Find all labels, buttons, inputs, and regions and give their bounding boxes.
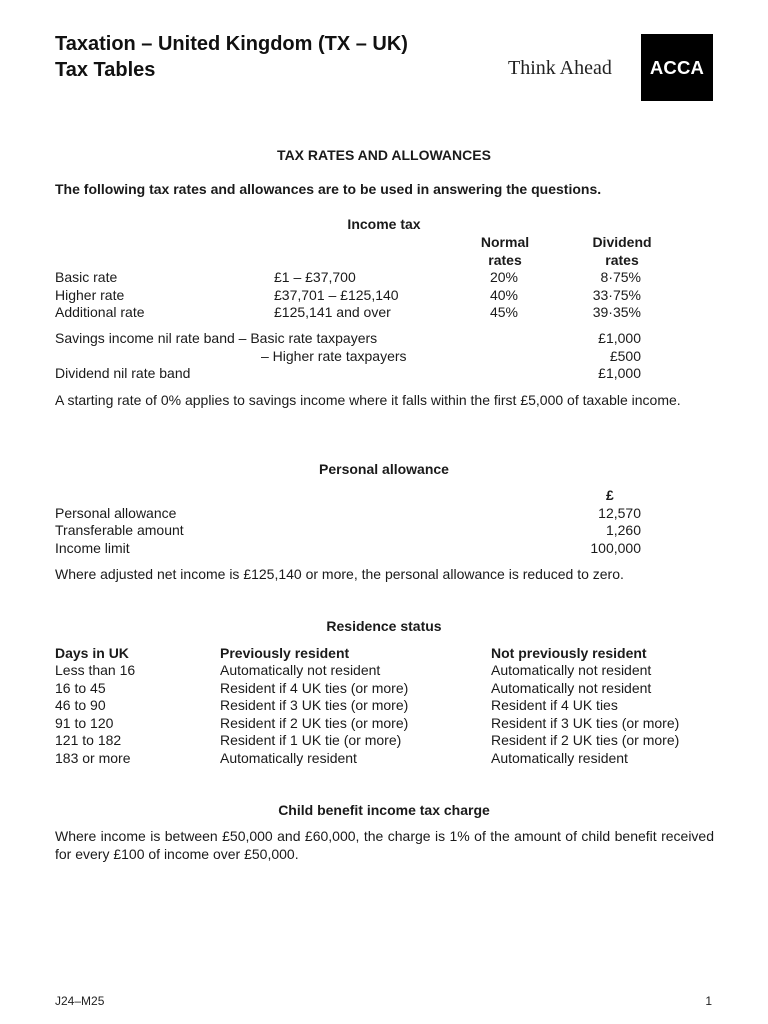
document-subtitle: Tax Tables	[55, 59, 156, 81]
document-code: J24–M25	[55, 994, 105, 1008]
days-cell: 183 or more	[55, 750, 131, 766]
residence-status-heading: Residence status	[326, 618, 442, 634]
normal-rate: 20%	[489, 269, 519, 285]
currency-header: £	[606, 487, 614, 503]
savings-nil-band-basic-value: £1,000	[598, 330, 641, 346]
not-previously-resident-cell: Automatically not resident	[491, 680, 652, 696]
rate-label: Basic rate	[55, 269, 118, 285]
dividend-rates-header-line2: rates	[605, 252, 639, 268]
starting-rate-note: A starting rate of 0% applies to savings income where it falls within the first £5,000 of taxable income.	[55, 392, 681, 408]
dividend-rate: 8·75%	[600, 269, 641, 285]
tagline: Think Ahead	[508, 57, 612, 79]
main-heading: TAX RATES AND ALLOWANCES	[277, 147, 491, 163]
intro-text: The following tax rates and allowances are to be used in answering the questions.	[55, 181, 602, 197]
previously-resident-cell: Resident if 1 UK tie (or more)	[220, 732, 402, 748]
previously-resident-cell: Automatically resident	[220, 750, 357, 766]
rate-label: Higher rate	[55, 287, 125, 303]
previously-resident-cell: Resident if 4 UK ties (or more)	[220, 680, 409, 696]
not-previously-resident-cell: Automatically not resident	[491, 662, 652, 678]
personal-allowance-heading: Personal allowance	[319, 461, 449, 477]
days-in-uk-header: Days in UK	[55, 645, 129, 661]
dividend-rates-header-line1: Dividend	[592, 234, 652, 250]
not-previously-resident-cell: Automatically resident	[491, 750, 628, 766]
not-previously-resident-cell: Resident if 2 UK ties (or more)	[491, 732, 680, 748]
logo-text: ACCA	[649, 56, 705, 78]
rate-band: £37,701 – £125,140	[274, 287, 399, 303]
child-benefit-note: Where income is between £50,000 and £60,000, the charge is 1% of the amount of child benefit received for every £100 of income over £50,000.	[55, 828, 714, 862]
not-previously-resident-cell: Resident if 4 UK ties	[491, 697, 618, 713]
days-cell: 121 to 182	[55, 732, 122, 748]
allowance-value: 1,260	[605, 522, 641, 538]
previously-resident-cell: Resident if 3 UK ties (or more)	[220, 697, 409, 713]
days-cell: Less than 16	[55, 662, 136, 678]
dividend-rate: 33·75%	[592, 287, 641, 303]
income-tax-heading: Income tax	[347, 216, 421, 232]
not-previously-resident-cell: Resident if 3 UK ties (or more)	[491, 715, 680, 731]
acca-logo	[641, 34, 713, 101]
rate-band: £1 – £37,700	[274, 269, 356, 285]
previously-resident-cell: Automatically not resident	[220, 662, 381, 678]
days-cell: 46 to 90	[55, 697, 106, 713]
savings-nil-band-higher-value: £500	[609, 348, 641, 364]
previously-resident-header: Previously resident	[220, 645, 350, 661]
child-benefit-heading: Child benefit income tax charge	[278, 802, 490, 818]
rate-label: Additional rate	[55, 304, 145, 320]
personal-allowance-note: Where adjusted net income is £125,140 or more, the personal allowance is reduced to zero.	[55, 566, 624, 582]
dividend-nil-band-value: £1,000	[598, 365, 641, 381]
normal-rate: 45%	[489, 304, 519, 320]
previously-resident-cell: Resident if 2 UK ties (or more)	[220, 715, 409, 731]
allowance-label: Personal allowance	[55, 505, 177, 521]
not-previously-resident-header: Not previously resident	[491, 645, 647, 661]
allowance-value: 100,000	[590, 540, 641, 556]
allowance-value: 12,570	[598, 505, 641, 521]
normal-rates-header-line2: rates	[488, 252, 522, 268]
days-cell: 16 to 45	[55, 680, 106, 696]
allowance-label: Income limit	[55, 540, 130, 556]
dividend-rate: 39·35%	[592, 304, 641, 320]
rate-band: £125,141 and over	[274, 304, 391, 320]
normal-rate: 40%	[489, 287, 519, 303]
document-title: Taxation – United Kingdom (TX – UK)	[55, 33, 408, 55]
dividend-nil-band-label: Dividend nil rate band	[55, 365, 191, 381]
savings-nil-band-basic-label: Savings income nil rate band – Basic rate taxpayers	[55, 330, 378, 346]
days-cell: 91 to 120	[55, 715, 114, 731]
page-number: 1	[705, 994, 712, 1008]
allowance-label: Transferable amount	[55, 522, 184, 538]
savings-nil-band-higher-label: – Higher rate taxpayers	[261, 348, 407, 364]
normal-rates-header-line1: Normal	[480, 234, 530, 250]
